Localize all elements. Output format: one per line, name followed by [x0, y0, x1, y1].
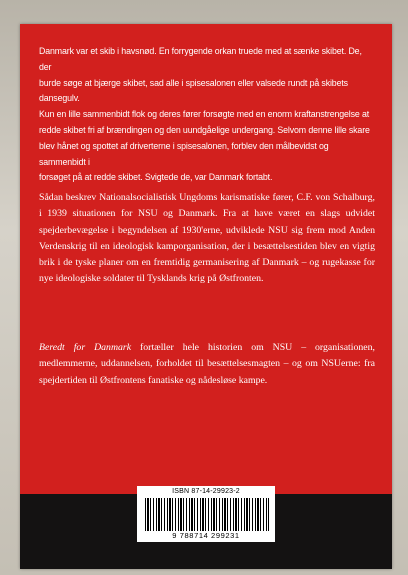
quote-line: Kun en lille sammenbidt flok og deres fører forsøgte med en enorm kraftanstrengelse at: [39, 109, 370, 121]
description-paragraph-2: [39, 340, 375, 389]
quote-line: forsøget på at redde skibet. Svigtede de, var Danmark fortabt.: [39, 172, 273, 184]
barcode-icon: [145, 498, 269, 531]
book-back-cover: [20, 24, 392, 569]
quote-line: burde søge at bjærge skibet, sad alle i spisesalonen eller valsede rundt på skibets dansegulv.: [39, 77, 348, 105]
barcode-label: [137, 486, 275, 542]
quote-block: [39, 44, 375, 186]
quote-line: blev hånet og spottet af driverterne i spisesalonen, forblev den målbevidst og sammenbidt i: [39, 140, 329, 168]
quote-line: redde skibet fri af brændingen og den uundgåelige undergang. Selvom denne lille skare: [39, 124, 370, 136]
book-title-italic: Beredt for Danmark: [39, 342, 132, 353]
ean-digits: 9 788714 299231: [172, 531, 240, 540]
isbn-text: ISBN 87-14-29923-2: [172, 488, 240, 495]
quote-line: Danmark var et skib i havsnød. En forrygende orkan truede med at sænke skibet. De, der: [39, 46, 362, 73]
paragraph-2-text: fortæller hele historien om NSU – organisationen, medlemmerne, uddannelsen, forholdet til besættelsesmagten – og om NSUerne: fra spejdertiden til Østfrontens fanatiske og nådesløse kampe.: [39, 342, 375, 386]
description-paragraph-1: Sådan beskrev Nationalsocialistisk Ungdoms karismatiske fører, C.F. von Schalburg, i 1939 situationen for NSU og Danmark. Fra at have været en slags udvidet spejderbevægelse i begyndelsen af 1930'erne, udviklede NSU sig frem mod Anden Verdenskrig til en ideologisk kamporganisation, der i besættelsestiden blev en vigtig brik i de tyske planer om en fremtidig germanisering af Danmark – og rugekasse for nye ideologiske soldater til Tysklands krig på Østfronten.: [39, 192, 375, 285]
